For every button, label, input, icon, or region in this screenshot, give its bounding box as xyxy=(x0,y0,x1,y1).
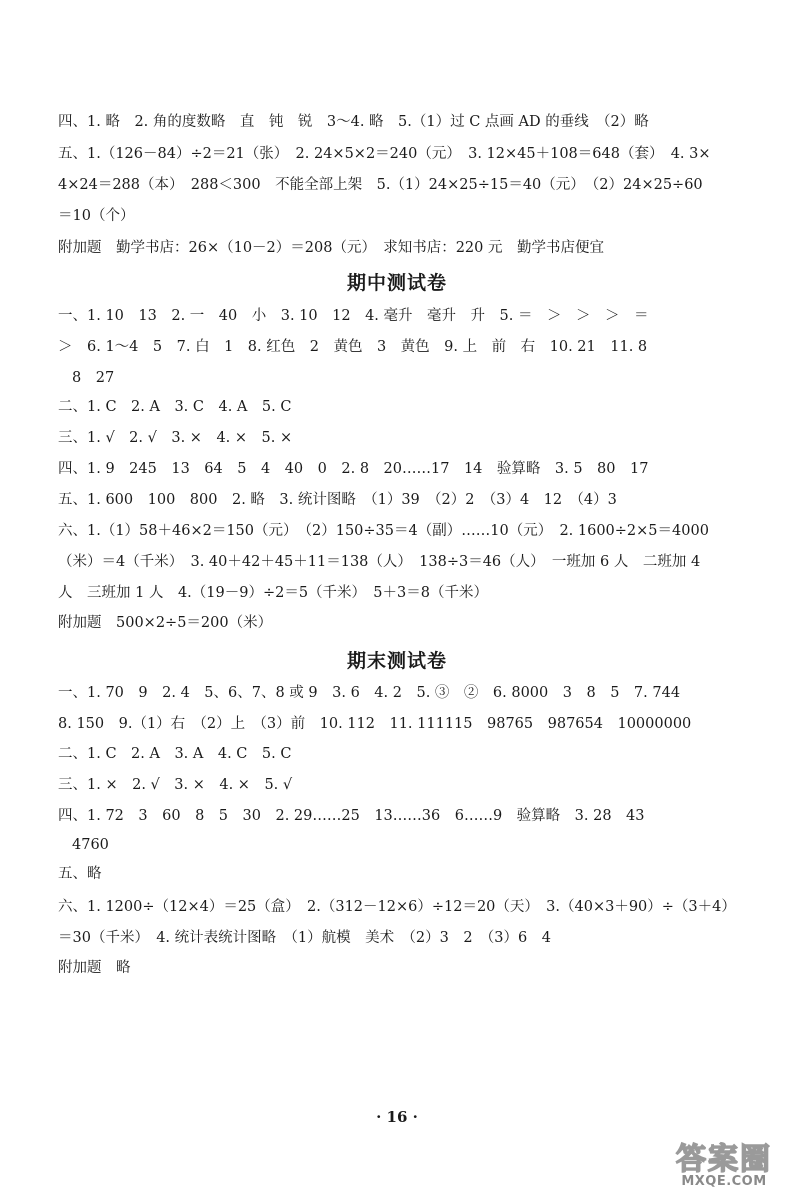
midterm-title: 期中测试卷 xyxy=(346,272,447,294)
answer-line: 六、1.（1）58＋46×2＝150（元） （2）150÷35＝4（副）……10（元） 2. 1600÷2×5＝4000 xyxy=(58,523,709,539)
watermark-text: 答案圈 xyxy=(676,1142,772,1177)
watermark-logo xyxy=(664,1134,784,1192)
answer-line: 附加题 略 xyxy=(58,960,131,976)
answer-line: 二、1. C 2. A 3. A 4. C 5. C xyxy=(58,746,292,762)
answer-line: 三、1. × 2. √ 3. × 4. × 5. √ xyxy=(58,777,293,793)
answer-line: 4760 xyxy=(72,837,109,853)
answer-line: 二、1. C 2. A 3. C 4. A 5. C xyxy=(58,399,292,415)
answer-line: 六、1. 1200÷（12×4）＝25（盒） 2.（312－12×6）÷12＝20（天） 3.（40×3＋90）÷（3＋4） xyxy=(58,899,736,915)
answer-line: （米）＝4（千米） 3. 40＋42＋45＋11＝138（人） 138÷3＝46（人） 一班加 6 人 二班加 4 xyxy=(58,554,701,570)
answer-line: 一、1. 70 9 2. 4 5、6、7、8 或 9 3. 6 4. 2 5. ③ ② 6. 8000 3 8 5 7. 744 xyxy=(58,685,681,701)
answer-line: 五、略 xyxy=(58,866,102,882)
watermark-url: MXQE.COM xyxy=(681,1174,767,1189)
answer-line: 五、1. 600 100 800 2. 略 3. 统计图略 （1）39 （2）2 （3）4 12 （4）3 xyxy=(58,492,617,508)
answer-line: 附加题 勤学书店：26×（10－2）＝208（元） 求知书店：220 元 勤学书店便宜 xyxy=(58,240,604,256)
answer-line: 一、1. 10 13 2. 一 40 小 3. 10 12 4. 毫升 毫升 升 5. ＝ ＞ ＞ ＞ ＝ xyxy=(58,308,649,324)
answer-line: ＞ 6. 1～4 5 7. 白 1 8. 红色 2 黄色 3 黄色 9. 上 前 右 10. 21 11. 8 xyxy=(58,339,648,355)
answer-line: 四、1. 9 245 13 64 5 4 40 0 2. 8 20……17 14 验算略 3. 5 80 17 xyxy=(58,461,649,477)
page-number: · 16 · xyxy=(376,1108,418,1126)
answer-line: 附加题 500×2÷5＝200（米） xyxy=(58,615,273,631)
answer-line: 四、1. 略 2. 角的度数略 直 钝 锐 3～4. 略 5.（1）过 C 点画 AD 的垂线 （2）略 xyxy=(58,114,649,130)
answer-line: 四、1. 72 3 60 8 5 30 2. 29……25 13……36 6……9 验算略 3. 28 43 xyxy=(58,808,645,824)
final-title: 期末测试卷 xyxy=(346,650,447,672)
answer-line: 8. 150 9.（1）右 （2）上 （3）前 10. 112 11. 111115 98765 987654 10000000 xyxy=(58,716,692,732)
answer-line: 五、1.（126－84）÷2＝21（张） 2. 24×5×2＝240（元） 3. 12×45＋108＝648（套） 4. 3× xyxy=(58,146,711,162)
answer-line: ＝10（个） xyxy=(58,208,135,224)
answer-line: 4×24＝288（本） 288＜300 不能全部上架 5.（1）24×25÷15＝40（元） （2）24×25÷60 xyxy=(58,177,703,193)
answer-line: 人 三班加 1 人 4.（19－9）÷2＝5（千米） 5＋3＝8（千米） xyxy=(58,585,488,601)
answer-line: 三、1. √ 2. √ 3. × 4. × 5. × xyxy=(58,430,293,446)
answer-line: ＝30（千米） 4. 统计表统计图略 （1）航模 美术 （2）3 2 （3）6 4 xyxy=(58,930,551,946)
answer-line: 8 27 xyxy=(72,370,115,386)
